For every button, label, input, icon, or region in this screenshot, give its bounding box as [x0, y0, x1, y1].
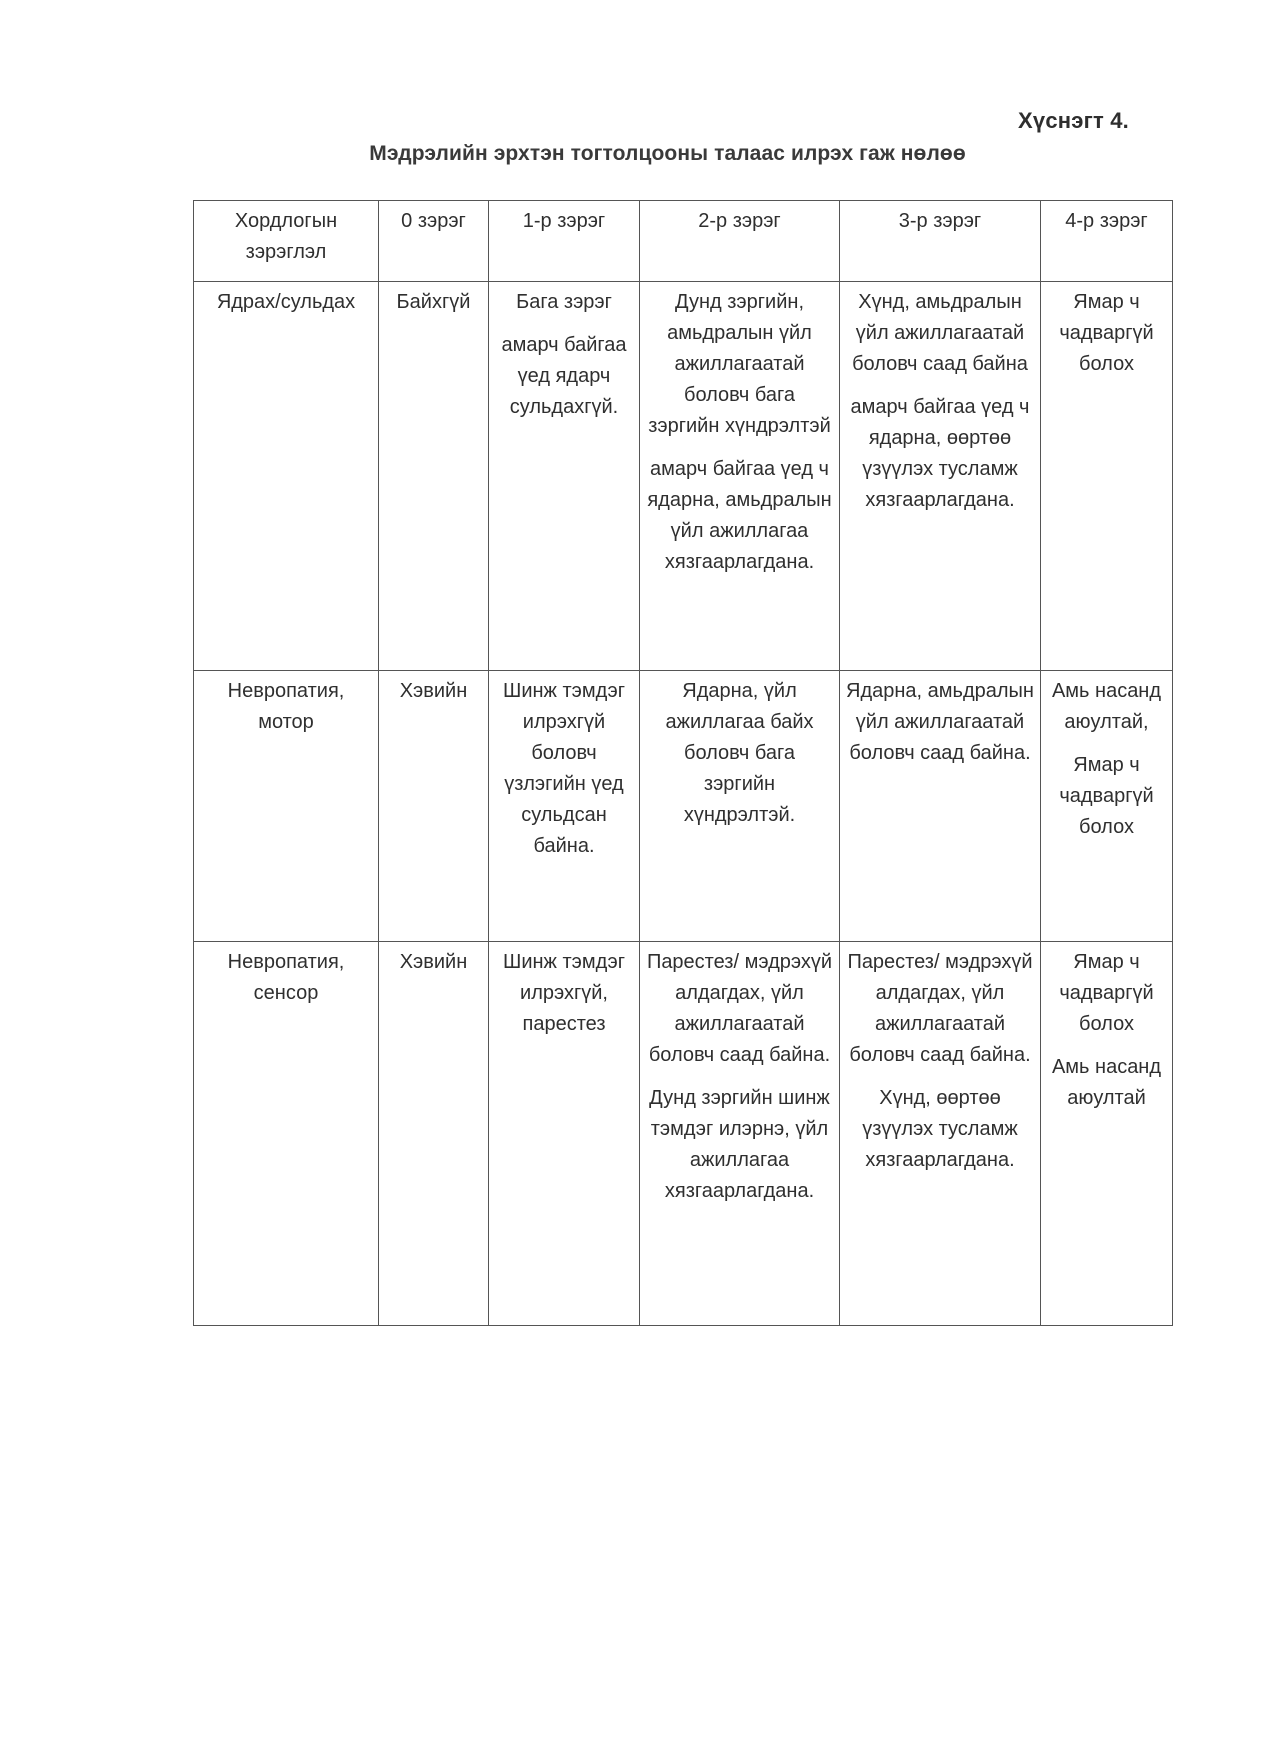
cell-grade-1: [489, 282, 640, 671]
cell-text: Хэвийн: [399, 951, 468, 973]
cell-text: амарч байгаа үед ч ядарна, өөртөө үзүүлэх тусламж хязгаарлагдана.: [850, 396, 1030, 511]
cell-grade-4: [1041, 942, 1173, 1326]
page-title: Мэдрэлийн эрхтэн тогтолцооны талаас илрэх гаж нөлөө: [369, 142, 966, 165]
cell-grade-0: [379, 942, 489, 1326]
cell-text: Бага зэрэг: [516, 291, 612, 313]
cell-grade-1: [489, 671, 640, 942]
appendix-label: Хүснэгт 4.: [1018, 108, 1129, 133]
cell-text: Ямар ч чадваргүй болох: [1059, 754, 1154, 838]
cell-grade-2: [640, 671, 840, 942]
cell-grade-3: [840, 671, 1041, 942]
row-label: Невропатия, сенсор: [194, 942, 379, 1326]
cell-text: Дунд зэргийн, амьдралын үйл ажиллагаатай боловч бага зэргийн хүндрэлтэй: [648, 291, 831, 437]
cell-text: Шинж тэмдэг илрэхгүй, парестез: [503, 951, 625, 1035]
table-row: [194, 671, 1173, 942]
table-row: [194, 942, 1173, 1326]
header-grade-0: 0 зэрэг: [379, 201, 489, 282]
cell-text: Байхгүй: [396, 291, 471, 313]
header-grade: Хордлогын зэрэглэл: [194, 201, 379, 282]
header-grade-4: 4-р зэрэг: [1041, 201, 1173, 282]
table-row: [194, 282, 1173, 671]
row-label: Ядрах/сульдах: [194, 282, 379, 671]
cell-grade-3: [840, 942, 1041, 1326]
cell-text: амарч байгаа үед ядарч сульдахгүй.: [501, 334, 627, 418]
cell-text: Шинж тэмдэг илрэхгүй боловч үзлэгийн үед сульдсан байна.: [503, 680, 625, 857]
cell-text: амарч байгаа үед ч ядарна, амьдралын үйл ажиллагаа хязгаарлагдана.: [647, 458, 832, 573]
cell-grade-4: [1041, 671, 1173, 942]
cell-text: Ядарна, үйл ажиллагаа байх боловч бага зэргийн хүндрэлтэй.: [665, 680, 814, 826]
cell-text: Парестез/ мэдрэхүй алдагдах, үйл ажиллагаатай боловч саад байна.: [646, 951, 833, 1066]
cell-text: Дунд зэргийн шинж тэмдэг илэрнэ, үйл ажиллагаа хязгаарлагдана.: [649, 1087, 830, 1202]
cell-grade-2: [640, 942, 840, 1326]
toxicity-grade-table: [193, 200, 1173, 1326]
cell-grade-0: [379, 671, 489, 942]
table-header-row: [194, 201, 1173, 282]
cell-grade-3: [840, 282, 1041, 671]
cell-text: Ямар ч чадваргүй болох: [1059, 951, 1154, 1035]
cell-text: Хэвийн: [399, 680, 468, 702]
cell-grade-1: [489, 942, 640, 1326]
header-grade-2: 2-р зэрэг: [640, 201, 840, 282]
cell-text: Хүнд, өөртөө үзүүлэх тусламж хязгаарлагдана.: [862, 1087, 1018, 1171]
cell-grade-2: [640, 282, 840, 671]
header-grade-1: 1-р зэрэг: [489, 201, 640, 282]
cell-grade-4: [1041, 282, 1173, 671]
cell-text: Ядарна, амьдралын үйл ажиллагаатай боловч саад байна.: [846, 680, 1034, 764]
cell-text: Хүнд, амьдралын үйл ажиллагаатай боловч саад байна: [852, 291, 1028, 375]
cell-text: Амь насанд аюултай,: [1051, 680, 1162, 733]
row-label: Невропатия, мотор: [194, 671, 379, 942]
cell-text: Парестез/ мэдрэхүй алдагдах, үйл ажиллагаатай боловч саад байна.: [847, 951, 1033, 1066]
cell-text: Ямар ч чадваргүй болох: [1059, 291, 1154, 375]
cell-grade-0: [379, 282, 489, 671]
header-grade-3: 3-р зэрэг: [840, 201, 1041, 282]
cell-text: Амь насанд аюултай: [1051, 1056, 1162, 1109]
